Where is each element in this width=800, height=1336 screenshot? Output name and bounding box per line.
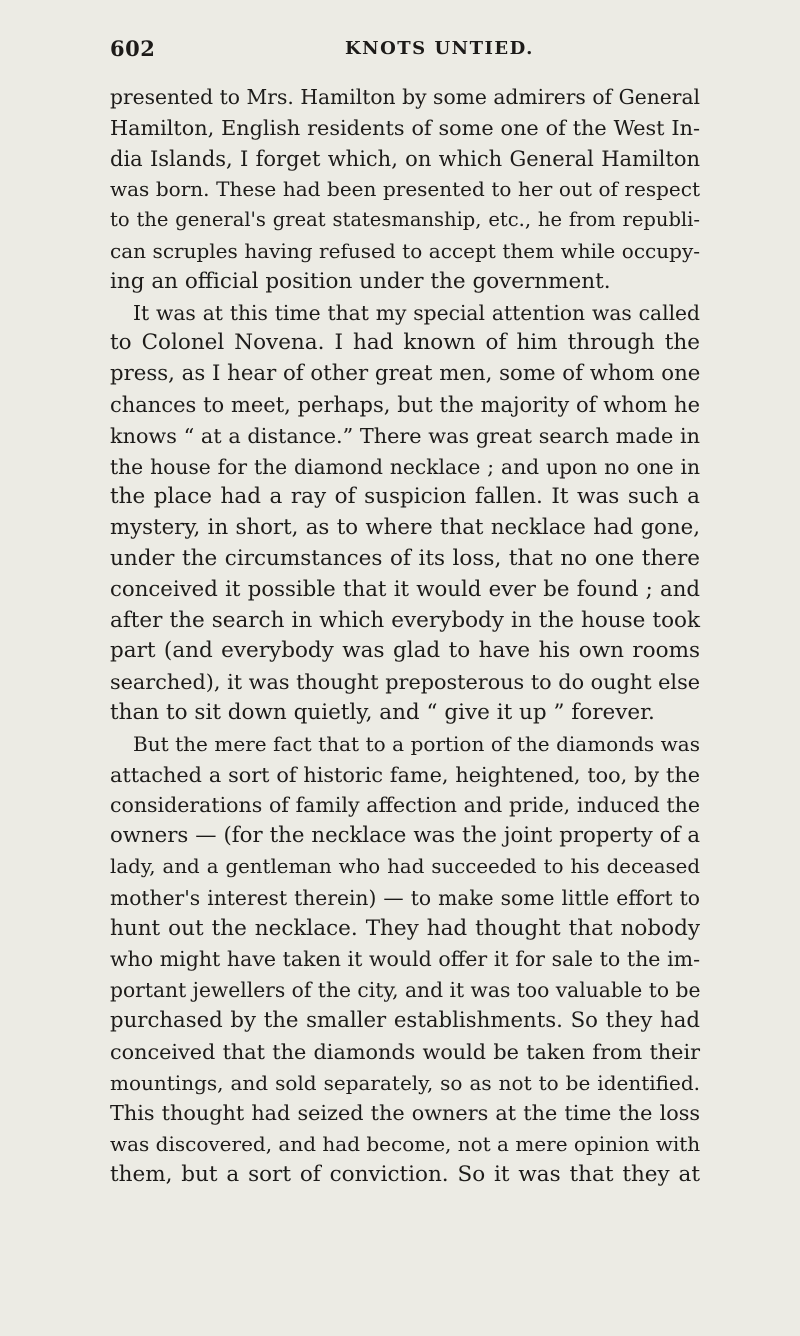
- text-line: to the general's great statesmanship, etc., he from republi-: [110, 208, 700, 232]
- text-line: part (and everybody was glad to have his own rooms: [110, 638, 700, 664]
- running-title: KNOTS UNTIED.: [345, 38, 534, 59]
- text-line: searched), it was thought preposterous to do ought else: [110, 670, 700, 695]
- text-line: It was at this time that my special attention was called: [133, 300, 700, 325]
- text-line: ing an official position under the government.: [110, 268, 611, 294]
- text-line: after the search in which everybody in the house took: [110, 607, 700, 633]
- text-line: considerations of family affection and pride, induced the: [110, 793, 700, 818]
- text-line: This thought had seized the owners at the time the loss: [110, 1101, 700, 1126]
- page-number: 602: [110, 36, 156, 61]
- body-text: [110, 82, 700, 1191]
- text-line: dia Islands, I forget which, on which General Hamilton: [110, 146, 700, 171]
- text-line: them, but a sort of conviction. So it was that they at: [110, 1161, 700, 1187]
- text-line: mystery, in short, as to where that necklace had gone,: [110, 515, 700, 541]
- text-line: But the mere fact that to a portion of the diamonds was: [133, 731, 700, 756]
- text-line: the place had a ray of suspicion fallen. It was such a: [110, 484, 700, 510]
- text-line: attached a sort of historic fame, heightened, too, by the: [110, 762, 700, 787]
- text-line: who might have taken it would offer it for sale to the im-: [110, 947, 700, 972]
- text-line: the house for the diamond necklace ; and upon no one in: [110, 454, 700, 479]
- text-line: mountings, and sold separately, so as not to be identified.: [110, 1070, 700, 1095]
- text-line: knows “ at a distance.” There was great search made in: [110, 423, 700, 448]
- text-line: conceived that the diamonds would be taken from their: [110, 1039, 700, 1064]
- text-line: can scruples having refused to accept them while occupy-: [110, 238, 700, 263]
- text-line: portant jewellers of the city, and it was too valuable to be: [110, 978, 701, 1003]
- text-line: chances to meet, perhaps, but the majority of whom he: [110, 392, 700, 417]
- text-line: presented to Mrs. Hamilton by some admirers of General: [110, 85, 700, 109]
- text-line: conceived it possible that it would ever be found ; and: [110, 576, 700, 602]
- running-head: [110, 36, 700, 66]
- text-line: hunt out the necklace. They had thought that nobody: [110, 915, 700, 941]
- text-line: mother's interest therein) — to make some little effort to: [110, 885, 700, 910]
- text-line: purchased by the smaller establishments. So they had: [110, 1007, 700, 1033]
- text-line: than to sit down quietly, and “ give it up ” forever.: [110, 699, 655, 725]
- text-line: press, as I hear of other great men, some of whom one: [110, 361, 701, 387]
- text-line: to Colonel Novena. I had known of him through the: [110, 330, 700, 356]
- text-line: Hamilton, English residents of some one of the West In-: [110, 115, 700, 140]
- text-line: was born. These had been presented to her out of respect: [110, 177, 700, 202]
- text-line: under the circumstances of its loss, that no one there: [110, 545, 700, 571]
- text-line: owners — (for the necklace was the joint property of a: [110, 823, 700, 849]
- text-line: lady, and a gentleman who had succeeded to his deceased: [110, 854, 700, 878]
- text-line: was discovered, and had become, not a mere opinion with: [110, 1132, 701, 1157]
